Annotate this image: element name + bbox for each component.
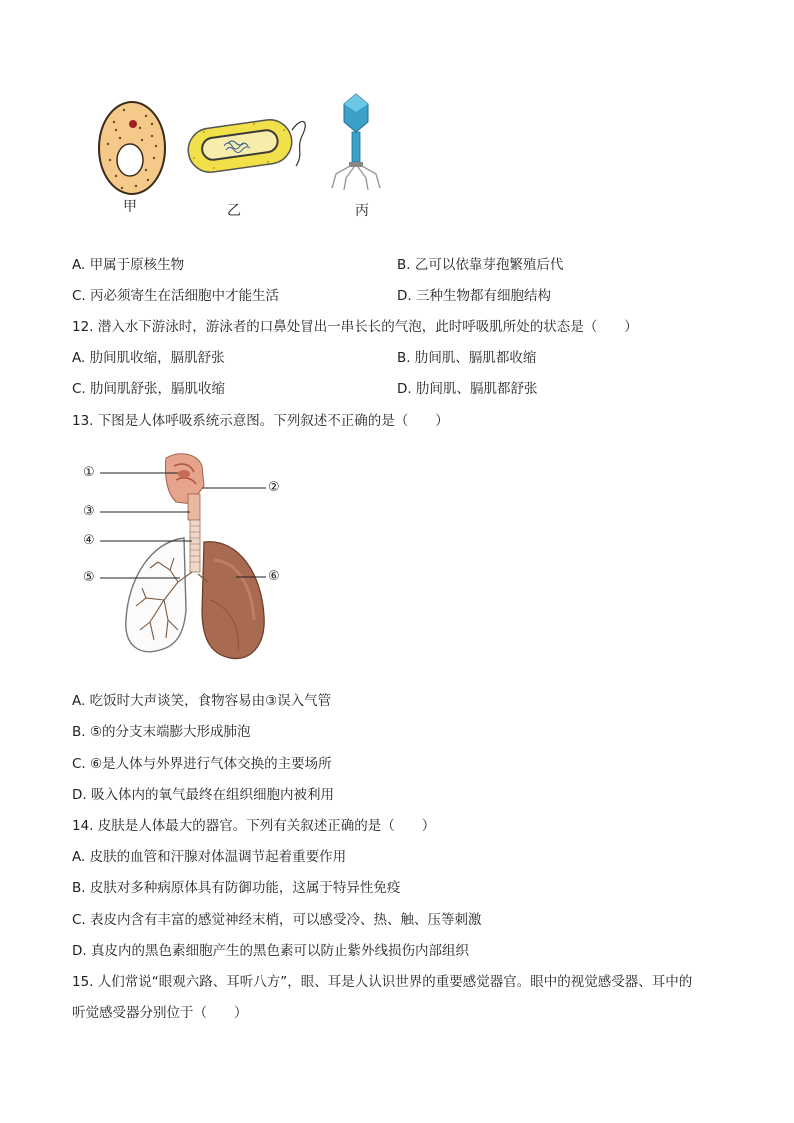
q14-option-b: B. 皮肤对多种病原体具有防御功能，这属于特异性免疫: [72, 880, 401, 896]
q14-stem: 14. 皮肤是人体最大的器官。下列有关叙述正确的是（ ）: [72, 818, 436, 834]
q11-option-c: C. 丙必须寄生在活细胞中才能生活: [72, 288, 280, 304]
q11-option-a: A. 甲属于原核生物: [72, 257, 185, 273]
q14-option-a: A. 皮肤的血管和汗腺对体温调节起着重要作用: [72, 849, 347, 865]
figure-label-jia: 甲: [123, 199, 137, 215]
q12-option-c: C. 肋间肌舒张，膈肌收缩: [72, 381, 226, 397]
organisms-figure: [90, 90, 400, 225]
figure-label-bing: 丙: [355, 203, 369, 219]
q12-option-d: D. 肋间肌、膈肌都舒张: [397, 381, 538, 397]
q12-option-b: B. 肋间肌、膈肌都收缩: [397, 350, 537, 366]
respiratory-system-figure: [80, 450, 300, 665]
figure-label-yi: 乙: [227, 203, 241, 219]
q14-option-c: C. 表皮内含有丰富的感觉神经末梢，可以感受冷、热、触、压等刺激: [72, 912, 482, 928]
q13-option-a: A. 吃饭时大声谈笑，食物容易由③误入气管: [72, 693, 332, 709]
label-3: ③: [83, 504, 95, 519]
q11-option-d: D. 三种生物都有细胞结构: [397, 288, 551, 304]
yeast-cell-illustration: [94, 96, 174, 200]
q15-stem-line1: 15. 人们常说“眼观六路、耳听八方”，眼、耳是人认识世界的重要感觉器官。眼中的视觉感受器、耳中的: [72, 974, 693, 990]
q14-option-d: D. 真皮内的黑色素细胞产生的黑色素可以防止紫外线损伤内部组织: [72, 943, 469, 959]
label-5: ⑤: [83, 570, 95, 585]
q13-stem: 13. 下图是人体呼吸系统示意图。下列叙述不正确的是（ ）: [72, 413, 449, 429]
label-4: ④: [83, 533, 95, 548]
q12-option-a: A. 肋间肌收缩，膈肌舒张: [72, 350, 225, 366]
q13-option-d: D. 吸入体内的氧气最终在组织细胞内被利用: [72, 787, 334, 803]
q13-option-c: C. ⑥是人体与外界进行气体交换的主要场所: [72, 756, 332, 772]
q15-stem-line2: 听觉感受器分别位于（ ）: [72, 1005, 248, 1021]
bacteriophage-illustration: [326, 92, 386, 192]
q12-stem: 12. 潜入水下游泳时，游泳者的口鼻处冒出一串长长的气泡，此时呼吸肌所处的状态是（ ）: [72, 319, 638, 335]
label-1: ①: [83, 465, 95, 480]
respiratory-system-illustration: [80, 450, 300, 665]
bacterium-illustration: [184, 110, 314, 180]
q11-option-b: B. 乙可以依靠芽孢繁殖后代: [397, 257, 564, 273]
q13-option-b: B. ⑤的分支末端膨大形成肺泡: [72, 724, 251, 740]
label-6: ⑥: [268, 569, 280, 584]
label-2: ②: [268, 480, 280, 495]
